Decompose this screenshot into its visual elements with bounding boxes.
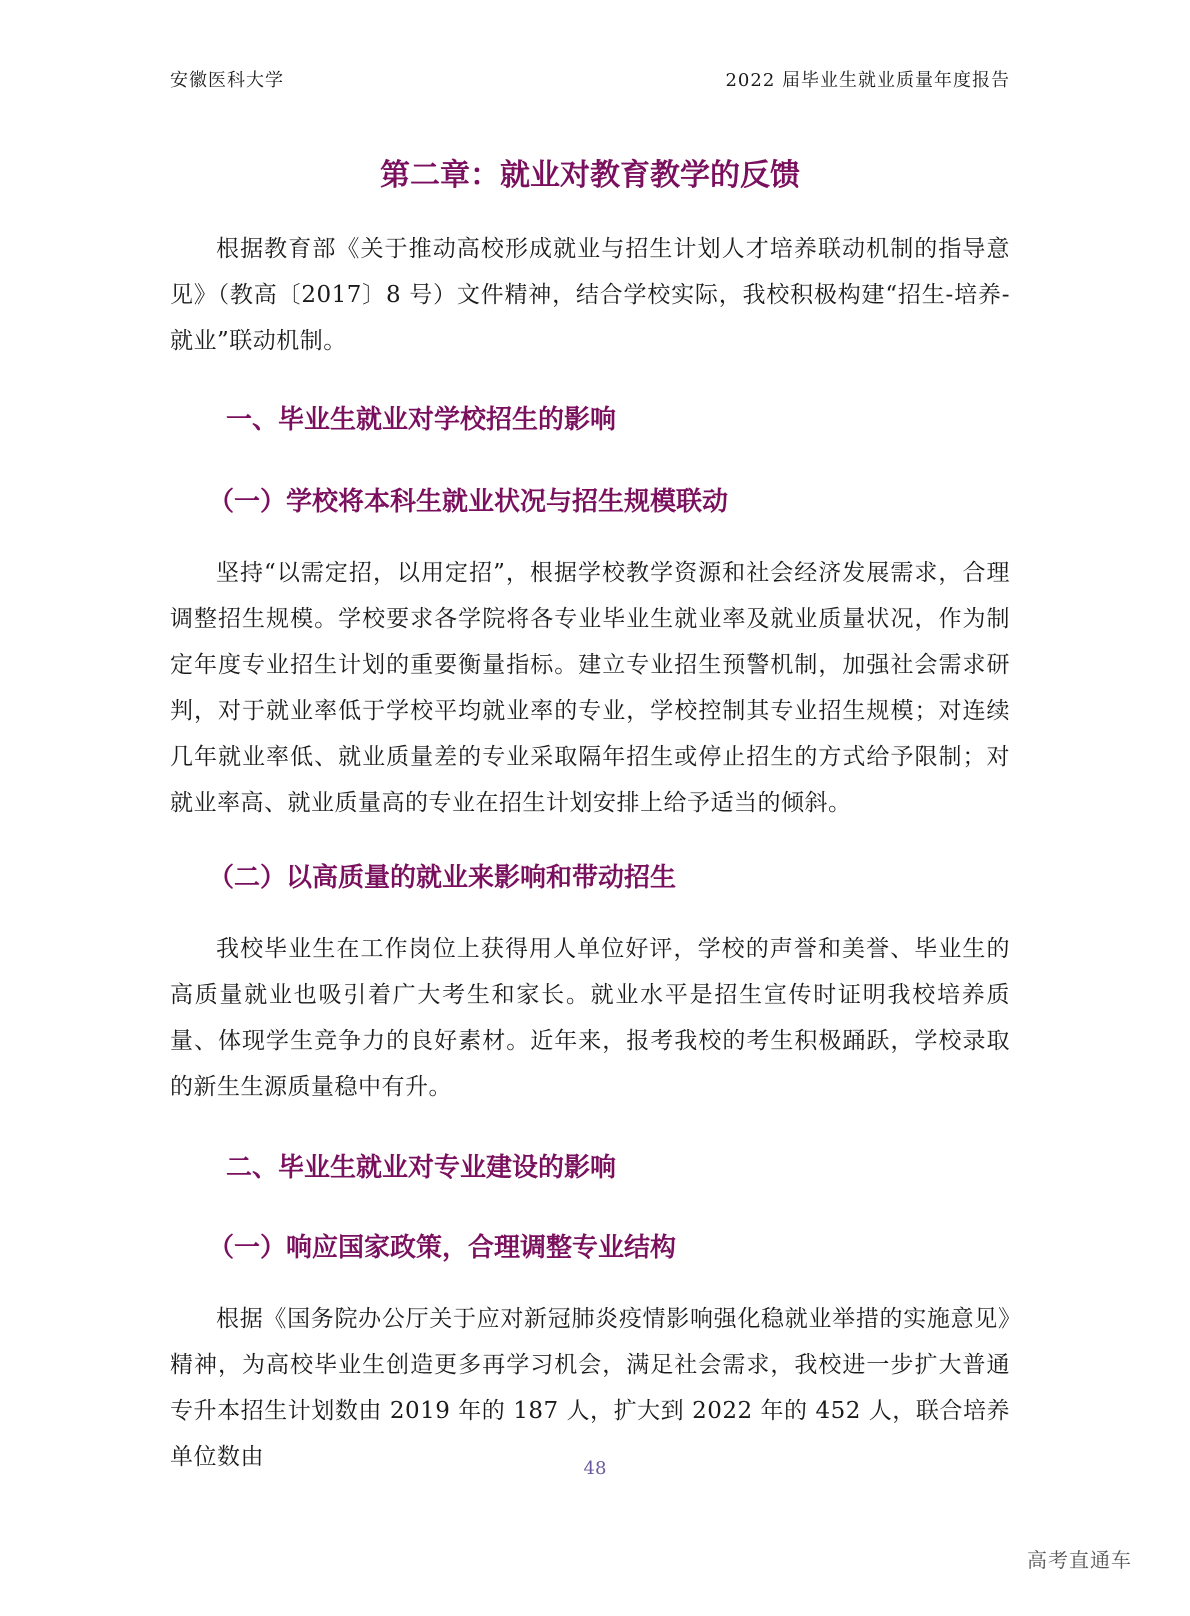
section1-sub1-paragraph: 坚持“以需定招，以用定招”，根据学校教学资源和社会经济发展需求，合理调整招生规模。学校要求各学院将各专业毕业生就业率及就业质量状况，作为制定年度专业招生计划的重要衡量指标。建立专业招生预警机制，加强社会需求研判，对于就业率低于学校平均就业率的专业，学校控制其专业招生规模；对连续几年就业率低、就业质量差的专业采取隔年招生或停止招生的方式给予限制；对就业率高、就业质量高的专业在招生计划安排上给予适当的倾斜。 (170, 560, 1010, 816)
watermark-text: 高考直通车 (1027, 1548, 1132, 1572)
section2-heading: 二、毕业生就业对专业建设的影响 (226, 1153, 617, 1183)
page-number: 48 (583, 1458, 607, 1479)
section2-sub1-paragraph: 根据《国务院办公厅关于应对新冠肺炎疫情影响强化稳就业举措的实施意见》精神，为高校毕业生创造更多再学习机会，满足社会需求，我校进一步扩大普通专升本招生计划数由 2019 年的 187 人，扩大到 2022 年的 452 人，联合培养单位数由 (170, 1306, 1010, 1470)
page-header (170, 66, 1010, 96)
page-content (170, 148, 1010, 1480)
header-university-name: 安徽医科大学 (170, 70, 284, 91)
section2-sub1-heading: （一）响应国家政策，合理调整专业结构 (208, 1233, 677, 1263)
section1-sub2-paragraph: 我校毕业生在工作岗位上获得用人单位好评，学校的声誉和美誉、毕业生的高质量就业也吸引着广大考生和家长。就业水平是招生宣传时证明我校培养质量、体现学生竞争力的良好素材。近年来，报考我校的考生积极踊跃，学校录取的新生生源质量稳中有升。 (170, 936, 1010, 1100)
section1-heading: 一、毕业生就业对学校招生的影响 (226, 405, 617, 435)
chapter-title: 第二章：就业对教育教学的反馈 (380, 158, 800, 193)
section1-sub1-heading: （一）学校将本科生就业状况与招生规模联动 (208, 487, 729, 517)
section1-sub2-heading: （二）以高质量的就业来影响和带动招生 (208, 863, 677, 893)
intro-paragraph: 根据教育部《关于推动高校形成就业与招生计划人才培养联动机制的指导意见》（教高〔2017〕8 号）文件精神，结合学校实际，我校积极构建“招生-培养-就业”联动机制。 (170, 236, 1010, 354)
header-report-title: 2022 届毕业生就业质量年度报告 (725, 70, 1010, 91)
